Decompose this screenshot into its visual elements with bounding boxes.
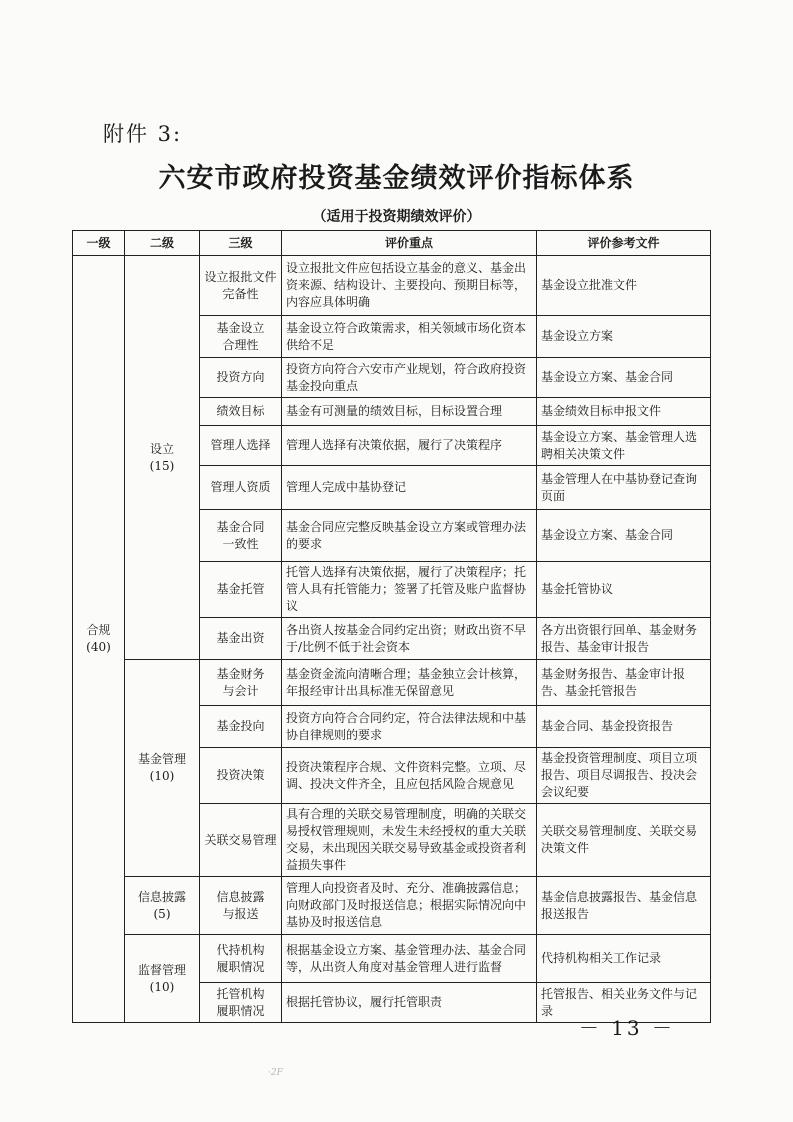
reference-cell: 基金设立方案 [537,316,711,358]
focus-cell: 管理人选择有决策依据，履行了决策程序 [282,426,537,466]
level2-cell-management: 基金管理 (10) [125,660,200,877]
reference-cell: 基金信息披露报告、基金信息报送报告 [537,877,711,935]
focus-cell: 管理人完成中基协登记 [282,466,537,510]
reference-cell: 基金设立方案、基金合同 [537,358,711,398]
document-subtitle: （适用于投资期绩效评价） [312,209,481,225]
indicator-table [72,230,711,1023]
reference-cell: 基金财务报告、基金审计报告、基金托管报告 [537,660,711,706]
reference-cell: 基金设立批准文件 [537,256,711,316]
focus-cell: 根据托管协议，履行托管职责 [282,983,537,1023]
level3-cell: 基金设立 合理性 [200,316,282,358]
level3-cell: 基金出资 [200,618,282,660]
level3-cell: 基金财务 与会计 [200,660,282,706]
focus-cell: 各出资人按基金合同约定出资；财政出资不早于/比例不低于社会资本 [282,618,537,660]
focus-cell: 设立报批文件应包括设立基金的意义、基金出资来源、结构设计、主要投向、预期目标等，内容应具体明确 [282,256,537,316]
reference-cell: 代持机构相关工作记录 [537,935,711,983]
level3-cell: 设立报批文件 完备性 [200,256,282,316]
table-row [73,877,711,935]
level3-cell: 绩效目标 [200,398,282,426]
table-row [73,660,711,706]
reference-cell: 基金绩效目标申报文件 [537,398,711,426]
page-number: － 13 － [578,1016,675,1040]
level3-cell: 基金投向 [200,706,282,748]
focus-cell: 根据基金设立方案、基金管理办法、基金合同等，从出资人角度对基金管理人进行监督 [282,935,537,983]
reference-cell: 基金设立方案、基金管理人选聘相关决策文件 [537,426,711,466]
reference-cell: 基金合同、基金投资报告 [537,706,711,748]
header-level3: 三级 [200,231,282,256]
focus-cell: 基金设立符合政策需求，相关领域市场化资本供给不足 [282,316,537,358]
level3-cell: 基金托管 [200,562,282,618]
level2-cell-supervision: 监督管理 (10) [125,935,200,1023]
focus-cell: 具有合理的关联交易管理制度，明确的关联交易授权管理规则，未发生未经授权的重大关联交易，未出现因关联交易导致基金或投资者利益损失事件 [282,804,537,877]
focus-cell: 基金合同应完整反映基金设立方案或管理办法的要求 [282,510,537,562]
level3-cell: 管理人资质 [200,466,282,510]
focus-cell: 基金资金流向清晰合理；基金独立会计核算，年报经审计出具标准无保留意见 [282,660,537,706]
level3-cell: 投资方向 [200,358,282,398]
table-row [73,935,711,983]
header-focus: 评价重点 [282,231,537,256]
level3-cell: 代持机构 履职情况 [200,935,282,983]
focus-cell: 投资方向符合合同约定，符合法律法规和中基协自律规则的要求 [282,706,537,748]
level2-cell-disclosure: 信息披露 (5) [125,877,200,935]
table-header-row [73,231,711,256]
attachment-label: 附件 3: [103,122,183,146]
document-title: 六安市政府投资基金绩效评价指标体系 [158,163,635,194]
reference-cell: 基金设立方案、基金合同 [537,510,711,562]
focus-cell: 投资决策程序合规、文件资料完整。立项、尽调、投决文件齐全，且应包括风险合规意见 [282,748,537,804]
header-level2: 二级 [125,231,200,256]
level3-cell: 基金合同 一致性 [200,510,282,562]
focus-cell: 管理人向投资者及时、充分、准确披露信息；向财政部门及时报送信息；根据实际情况向中基协及时报送信息 [282,877,537,935]
focus-cell: 投资方向符合六安市产业规划，符合政府投资基金投向重点 [282,358,537,398]
level3-cell: 托管机构 履职情况 [200,983,282,1023]
reference-cell: 关联交易管理制度、关联交易决策文件 [537,804,711,877]
level2-cell-setup: 设立 (15) [125,256,200,660]
focus-cell: 基金有可测量的绩效目标，目标设置合理 [282,398,537,426]
level3-cell: 关联交易管理 [200,804,282,877]
reference-cell: 基金投资管理制度、项目立项报告、项目尽调报告、投决会会议纪要 [537,748,711,804]
level3-cell: 信息披露 与报送 [200,877,282,935]
header-level1: 一级 [73,231,125,256]
scan-smudge: ·2F [268,1068,283,1078]
table-row [73,256,711,316]
level3-cell: 管理人选择 [200,426,282,466]
reference-cell: 各方出资银行回单、基金财务报告、基金审计报告 [537,618,711,660]
header-reference: 评价参考文件 [537,231,711,256]
reference-cell: 基金管理人在中基协登记查询页面 [537,466,711,510]
level3-cell: 投资决策 [200,748,282,804]
focus-cell: 托管人选择有决策依据，履行了决策程序；托管人具有托管能力；签署了托管及账户监督协议 [282,562,537,618]
reference-cell: 托管报告、相关业务文件与记录 [537,983,711,1023]
reference-cell: 基金托管协议 [537,562,711,618]
level1-cell: 合规 (40) [73,256,125,1023]
